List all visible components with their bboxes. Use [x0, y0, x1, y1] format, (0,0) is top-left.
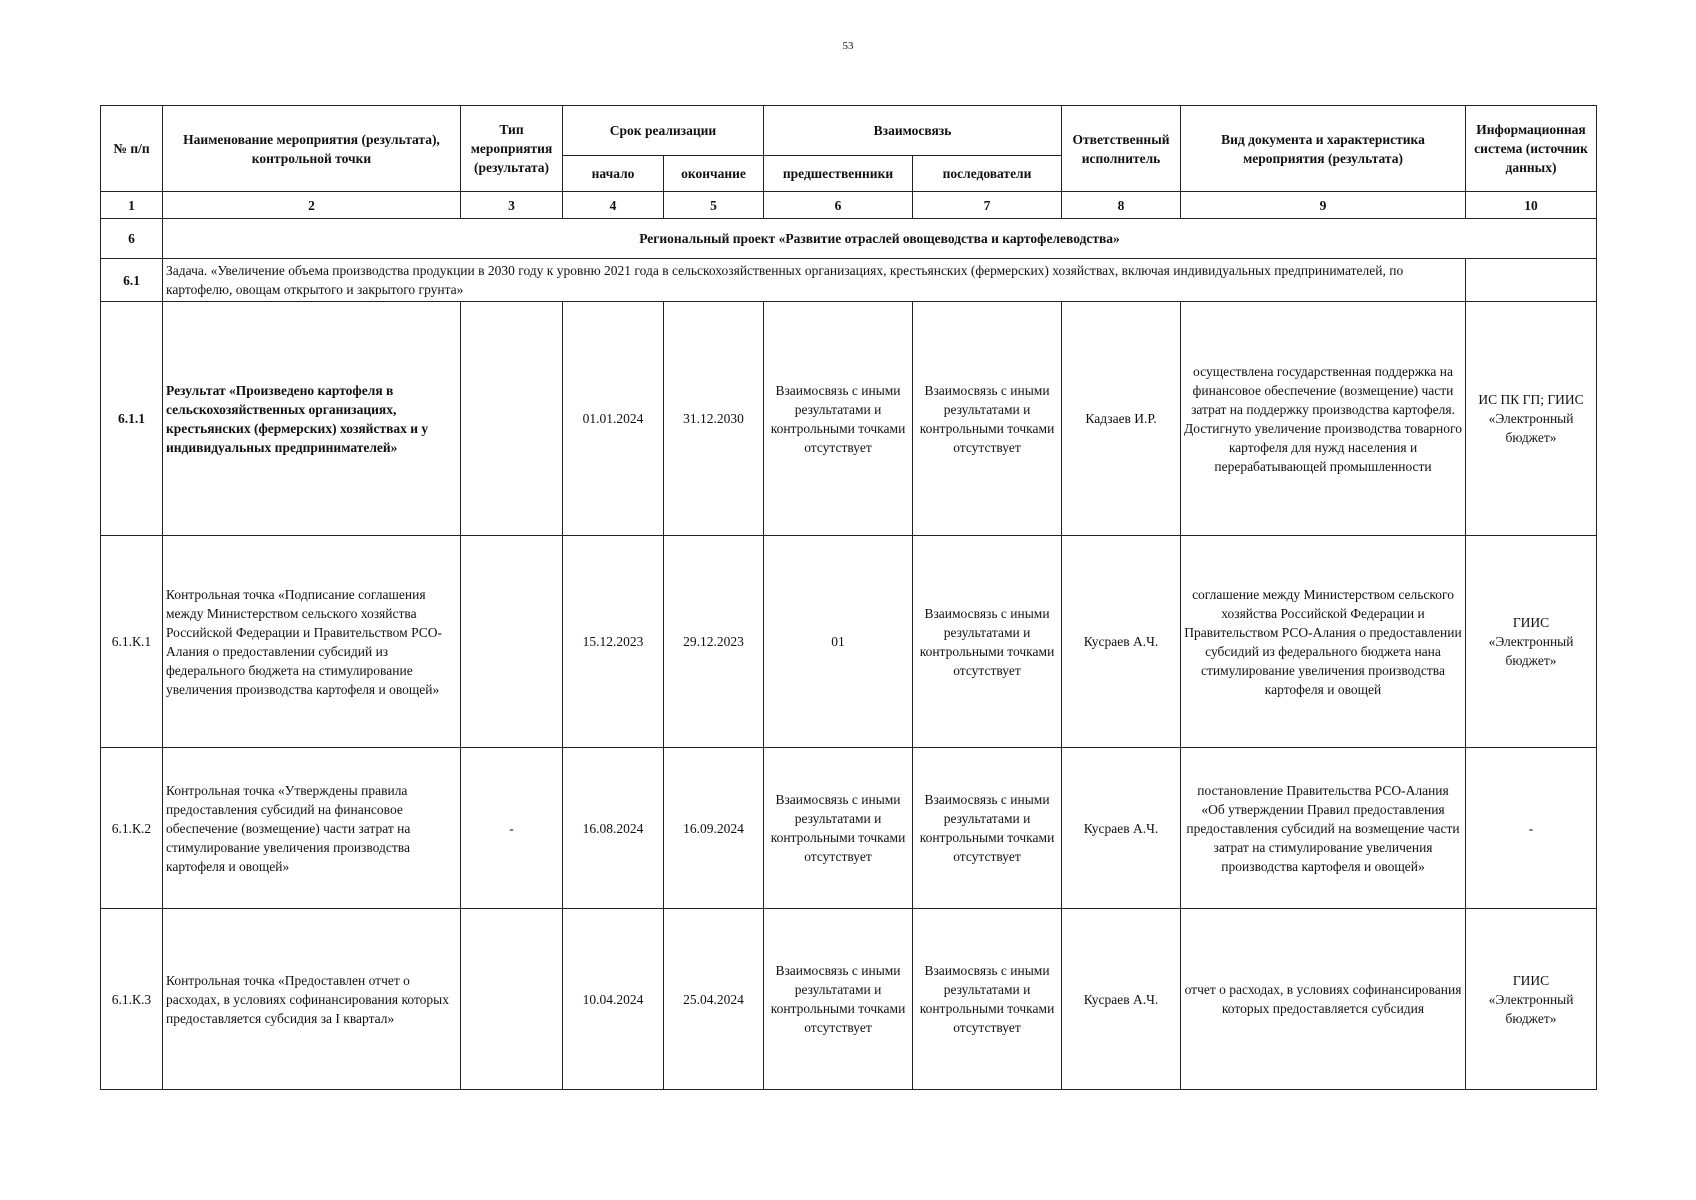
row-system: ГИИС «Электронный бюджет»	[1466, 536, 1597, 748]
row-end: 16.09.2024	[664, 748, 764, 909]
row-executor: Кусраев А.Ч.	[1062, 909, 1181, 1090]
header-predecessors: предшественники	[764, 156, 913, 192]
row-num: 6.1.К.1	[101, 536, 163, 748]
task-num: 6.1	[101, 259, 163, 302]
header-successors: последователи	[913, 156, 1062, 192]
row-name: Контрольная точка «Подписание соглашения между Министерством сельского хозяйства Российской Федерации и Правительством РСО-Алания о предоставлении субсидий из федерального бюджета на стимулирование увеличения производства картофеля и овощей»	[163, 536, 461, 748]
table-row	[101, 909, 1597, 1090]
column-number: 7	[913, 192, 1062, 219]
project-num: 6	[101, 219, 163, 259]
row-start: 01.01.2024	[563, 302, 664, 536]
plan-table	[100, 105, 1597, 1090]
row-predecessors: Взаимосвязь с иными результатами и контрольными точками отсутствует	[764, 748, 913, 909]
column-number-row	[101, 192, 1597, 219]
row-system: ИС ПК ГП; ГИИС «Электронный бюджет»	[1466, 302, 1597, 536]
row-system: ГИИС «Электронный бюджет»	[1466, 909, 1597, 1090]
row-name: Контрольная точка «Утверждены правила предоставления субсидий на финансовое обеспечение (возмещение) части затрат на стимулирование увеличения производства картофеля и овощей»	[163, 748, 461, 909]
column-number: 1	[101, 192, 163, 219]
row-start: 15.12.2023	[563, 536, 664, 748]
column-number: 9	[1181, 192, 1466, 219]
header-executor: Ответственный исполнитель	[1062, 106, 1181, 192]
table-row	[101, 536, 1597, 748]
task-system-empty	[1466, 259, 1597, 302]
column-number: 3	[461, 192, 563, 219]
row-type	[461, 909, 563, 1090]
column-number: 2	[163, 192, 461, 219]
header-end: окончание	[664, 156, 764, 192]
row-successors: Взаимосвязь с иными результатами и контрольными точками отсутствует	[913, 302, 1062, 536]
row-end: 25.04.2024	[664, 909, 764, 1090]
header-name: Наименование мероприятия (результата), контрольной точки	[163, 106, 461, 192]
column-number: 4	[563, 192, 664, 219]
task-row	[101, 259, 1597, 302]
row-name: Контрольная точка «Предоставлен отчет о расходах, в условиях софинансирования которых предоставляется субсидия за I квартал»	[163, 909, 461, 1090]
page-number: 53	[842, 40, 854, 52]
row-num: 6.1.К.3	[101, 909, 163, 1090]
header-system: Информационная система (источник данных)	[1466, 106, 1597, 192]
table-row	[101, 302, 1597, 536]
column-number: 5	[664, 192, 764, 219]
row-doc: отчет о расходах, в условиях софинансирования которых предоставляется субсидия	[1181, 909, 1466, 1090]
header-start: начало	[563, 156, 664, 192]
row-start: 16.08.2024	[563, 748, 664, 909]
column-number: 6	[764, 192, 913, 219]
row-executor: Кадзаев И.Р.	[1062, 302, 1181, 536]
row-predecessors: 01	[764, 536, 913, 748]
row-name: Результат «Произведено картофеля в сельскохозяйственных организациях, крестьянских (фермерских) хозяйствах и у индивидуальных предпринимателей»	[163, 302, 461, 536]
row-end: 29.12.2023	[664, 536, 764, 748]
row-doc: соглашение между Министерством сельского хозяйства Российской Федерации и Правительством РСО-Алания о предоставлении субсидий из федерального бюджета нана стимулирование увеличения производства картофеля и овощей	[1181, 536, 1466, 748]
header-period: Срок реализации	[563, 106, 764, 156]
row-end: 31.12.2030	[664, 302, 764, 536]
row-type	[461, 302, 563, 536]
row-successors: Взаимосвязь с иными результатами и контрольными точками отсутствует	[913, 536, 1062, 748]
row-successors: Взаимосвязь с иными результатами и контрольными точками отсутствует	[913, 748, 1062, 909]
task-text: Задача. «Увеличение объема производства продукции в 2030 году к уровню 2021 года в сельскохозяйственных организациях, крестьянских (фермерских) хозяйствах, включая индивидуальных предпринимателей, по картофелю, овощам открытого и закрытого грунта»	[163, 259, 1466, 302]
row-doc: осуществлена государственная поддержка на финансовое обеспечение (возмещение) части затрат на поддержку производства картофеля. Достигнуто увеличение производства товарного картофеля для нужд населения и перерабатывающей промышленности	[1181, 302, 1466, 536]
row-num: 6.1.К.2	[101, 748, 163, 909]
row-start: 10.04.2024	[563, 909, 664, 1090]
row-system: -	[1466, 748, 1597, 909]
row-successors: Взаимосвязь с иными результатами и контрольными точками отсутствует	[913, 909, 1062, 1090]
project-title: Региональный проект «Развитие отраслей овощеводства и картофелеводства»	[163, 219, 1597, 259]
row-predecessors: Взаимосвязь с иными результатами и контрольными точками отсутствует	[764, 302, 913, 536]
column-number: 8	[1062, 192, 1181, 219]
header-type: Тип мероприятия (результата)	[461, 106, 563, 192]
project-row	[101, 219, 1597, 259]
header-relation: Взаимосвязь	[764, 106, 1062, 156]
row-type	[461, 536, 563, 748]
row-executor: Кусраев А.Ч.	[1062, 748, 1181, 909]
header-doc: Вид документа и характеристика мероприятия (результата)	[1181, 106, 1466, 192]
header-num: № п/п	[101, 106, 163, 192]
row-predecessors: Взаимосвязь с иными результатами и контрольными точками отсутствует	[764, 909, 913, 1090]
row-type: -	[461, 748, 563, 909]
column-number: 10	[1466, 192, 1597, 219]
row-executor: Кусраев А.Ч.	[1062, 536, 1181, 748]
row-doc: постановление Правительства РСО-Алания «Об утверждении Правил предоставления предоставления субсидий на возмещение части затрат на стимулирование увеличения производства картофеля и овощей»	[1181, 748, 1466, 909]
row-num: 6.1.1	[101, 302, 163, 536]
table-row	[101, 748, 1597, 909]
